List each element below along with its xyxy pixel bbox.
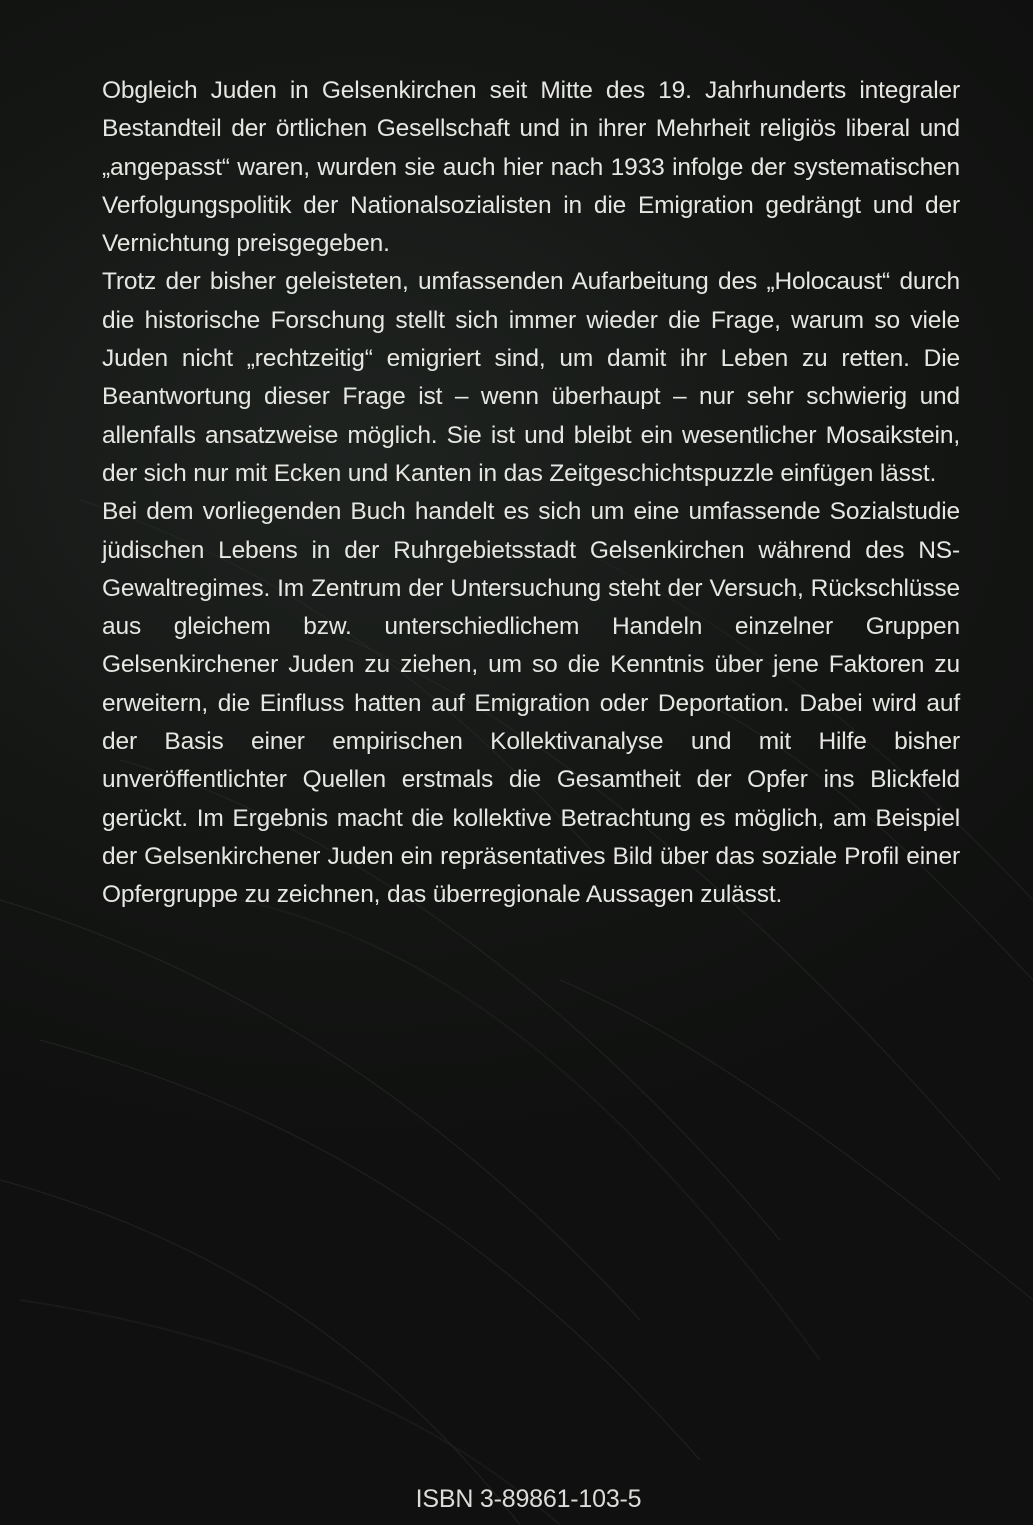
blurb-paragraph-2: Trotz der bisher geleisteten, umfassenden Aufarbeitung des „Holocaust“ durch die historische Forschung stellt sich immer wieder die Frage, warum so viele Juden nicht „rechtzeitig“ emigriert sind, um damit ihr Leben zu retten. Die Beantwortung dieser Frage ist – wenn überhaupt – nur sehr schwierig und allenfalls ansatzweise möglich. Sie ist und bleibt ein wesentlicher Mosaikstein, der sich nur mit Ecken und Kanten in das Zeitgeschichtspuzzle einfügen lässt. — [102, 268, 960, 487]
blurb-paragraph-1: Obgleich Juden in Gelsenkirchen seit Mitte des 19. Jahrhunderts integraler Bestandteil der örtlichen Gesellschaft und in ihrer Mehrheit religiös liberal und „angepasst“ waren, wurden sie auch hier nach 1933 infolge der systematischen Verfolgungspolitik der Nationalsozialisten in die Emigration gedrängt und der Vernichtung preisgegeben. — [102, 77, 960, 258]
isbn-number: ISBN 3-89861-103-5 — [415, 1485, 642, 1513]
blurb-paragraph-3: Bei dem vorliegenden Buch handelt es sich um eine umfassende Sozialstudie jüdischen Lebens in der Ruhrgebietsstadt Gelsenkirchen während des NS-Gewaltregimes. Im Zentrum der Untersuchung steht der Versuch, Rückschlüsse aus gleichem bzw. unterschiedlichem Handeln einzelner Gruppen Gelsenkirchener Juden zu ziehen, um so die Kenntnis über jene Faktoren zu erweitern, die Einfluss hatten auf Emigration oder Deportation. Dabei wird auf der Basis einer empirischen Kollektivanalyse und mit Hilfe bisher unveröffentlichter Quellen erstmals die Gesamtheit der Opfer ins Blickfeld gerückt. Im Ergebnis macht die kollektive Betrachtung es möglich, am Beispiel der Gelsenkirchener Juden ein repräsentatives Bild über das soziale Profil einer Opfergruppe zu zeichnen, das überregionale Aussagen zulässt. — [102, 498, 960, 909]
back-cover-blurb — [102, 72, 960, 915]
